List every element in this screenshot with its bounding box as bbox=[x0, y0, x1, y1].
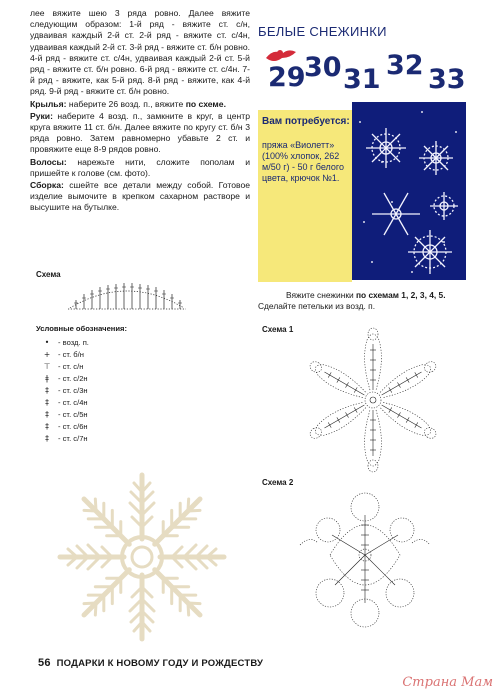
number-33: 33 bbox=[428, 64, 466, 95]
paragraph-assembly bbox=[30, 180, 250, 214]
materials-title: Вам потребуется: bbox=[262, 116, 350, 127]
paragraph-head: Руки: bbox=[30, 110, 53, 121]
snowflake-photo-icon bbox=[52, 470, 232, 645]
legend-row bbox=[36, 409, 236, 421]
legend-row bbox=[36, 361, 236, 373]
legend-label: - ст. с/н bbox=[58, 362, 84, 371]
watermark: Страна Мам bbox=[402, 675, 493, 690]
paragraph-head: Волосы: bbox=[30, 156, 67, 167]
dc5-icon: ‡ bbox=[45, 410, 49, 419]
number-30: 30 bbox=[304, 52, 342, 83]
legend-row bbox=[36, 373, 236, 385]
paragraph-text: сшейте все детали между собой. Готовое изделие вымочите в крепком сахарном растворе и высушите на бутылке. bbox=[30, 180, 250, 213]
paragraph-wings bbox=[30, 99, 250, 110]
dc7-icon: ‡ bbox=[45, 434, 49, 443]
legend-label: - ст. с/4н bbox=[58, 398, 88, 407]
legend-label: - ст. с/6н bbox=[58, 422, 88, 431]
air-loop-icon: • bbox=[44, 338, 50, 347]
snowflake-numbers bbox=[268, 44, 488, 98]
instructions bbox=[258, 290, 478, 312]
legend-row bbox=[36, 349, 236, 361]
page-title: БЕЛЫЕ СНЕЖИНКИ bbox=[258, 24, 387, 39]
number-31: 31 bbox=[343, 64, 381, 95]
sc-icon: + bbox=[43, 350, 51, 359]
legend-label: - возд. п. bbox=[58, 338, 89, 347]
number-32: 32 bbox=[386, 50, 424, 81]
legend-row bbox=[36, 421, 236, 433]
materials-text: пряжа «Виолетт» (100% хлопок, 262 м/50 г) - 50 г белого цвета, крючок №1. bbox=[262, 140, 344, 183]
scheme2-label: Схема 2 bbox=[262, 478, 294, 487]
legend-row bbox=[36, 385, 236, 397]
paragraph-hair bbox=[30, 157, 250, 179]
legend-row bbox=[36, 433, 236, 445]
snowflakes-photo-icon bbox=[352, 102, 466, 280]
dc6-icon: ‡ bbox=[45, 422, 49, 431]
dc4-icon: ‡ bbox=[45, 398, 49, 407]
legend-row bbox=[36, 337, 236, 349]
left-column-text bbox=[30, 8, 250, 215]
wing-scheme-label: Схема bbox=[36, 270, 61, 279]
legend-label: - ст. б/н bbox=[58, 350, 84, 359]
legend-label: - ст. с/7н bbox=[58, 434, 88, 443]
wing-scheme-diagram bbox=[62, 278, 192, 314]
paragraph-text: наберите 26 возд. п., вяжите bbox=[66, 98, 186, 109]
paragraph-head: Крылья: bbox=[30, 98, 67, 109]
page-footer bbox=[38, 657, 263, 669]
paragraph-tail: по схеме. bbox=[185, 98, 226, 109]
legend-label: - ст. с/5н bbox=[58, 410, 88, 419]
paragraph-text: лее вяжите шею 3 ряда ровно. Далее вяжите следующим образом: 1-й ряд - вяжите ст. с/н, удваивая каждый 2-й ст. 2-й ряд - вяжите ст. с/4н, удваивая каждый 2-й ст. 3-й ряд - вяжите ст. б/н ровно. 4-й ряд - вяжите ст. с/4н, удваивая каждый 2-й ст. 5-й ряд - вяжите ст. б/н ровно. 6-й ряд - вяжите ст. с/4н. 7-й ряд - вяжите, как 5-й ряд. 8-й ряд - вяжите, как 4-й ряд. 9-й ряд - вяжите ст. б/н ровно. bbox=[30, 8, 250, 97]
instruction-rest: Сделайте петельки из возд. п. bbox=[258, 301, 376, 311]
number-29: 29 bbox=[268, 62, 306, 93]
scheme2-diagram bbox=[290, 485, 440, 635]
paragraph-text: нарежьте нити, сложите пополам и пришейте к голове (см. фото). bbox=[30, 156, 250, 178]
legend-row bbox=[36, 397, 236, 409]
legend bbox=[36, 323, 236, 445]
instruction-bold: по схемам 1, 2, 3, 4, 5. bbox=[356, 290, 446, 300]
legend-label: - ст. с/2н bbox=[58, 374, 88, 383]
dc2-icon: ǂ bbox=[45, 374, 49, 383]
scheme1-label: Схема 1 bbox=[262, 325, 294, 334]
paragraph-hands bbox=[30, 111, 250, 156]
materials-box bbox=[258, 110, 352, 282]
scheme1-diagram bbox=[298, 326, 448, 474]
dc3-icon: ‡ bbox=[45, 386, 49, 395]
footer-text: ПОДАРКИ К НОВОМУ ГОДУ И РОЖДЕСТВУ bbox=[56, 658, 264, 669]
hdc-icon: ⊤ bbox=[43, 362, 51, 371]
legend-title: Условные обозначения: bbox=[36, 324, 128, 333]
snowflakes-photo bbox=[352, 102, 466, 280]
paragraph-intro bbox=[30, 8, 250, 98]
page-number: 56 bbox=[38, 657, 51, 669]
paragraph-text: наберите 4 возд. п., замкните в круг, в центр круга вяжите 11 ст. б/н. Далее вяжите по кругу ст. б/н 3 ряда ровно. Затем равномерно убавьте 2 ст. и провяжите еще 8-9 рядов ровно. bbox=[30, 110, 250, 155]
instruction-prefix: Вяжите снежинки bbox=[286, 290, 356, 300]
legend-label: - ст. с/3н bbox=[58, 386, 88, 395]
paragraph-head: Сборка: bbox=[30, 180, 64, 191]
